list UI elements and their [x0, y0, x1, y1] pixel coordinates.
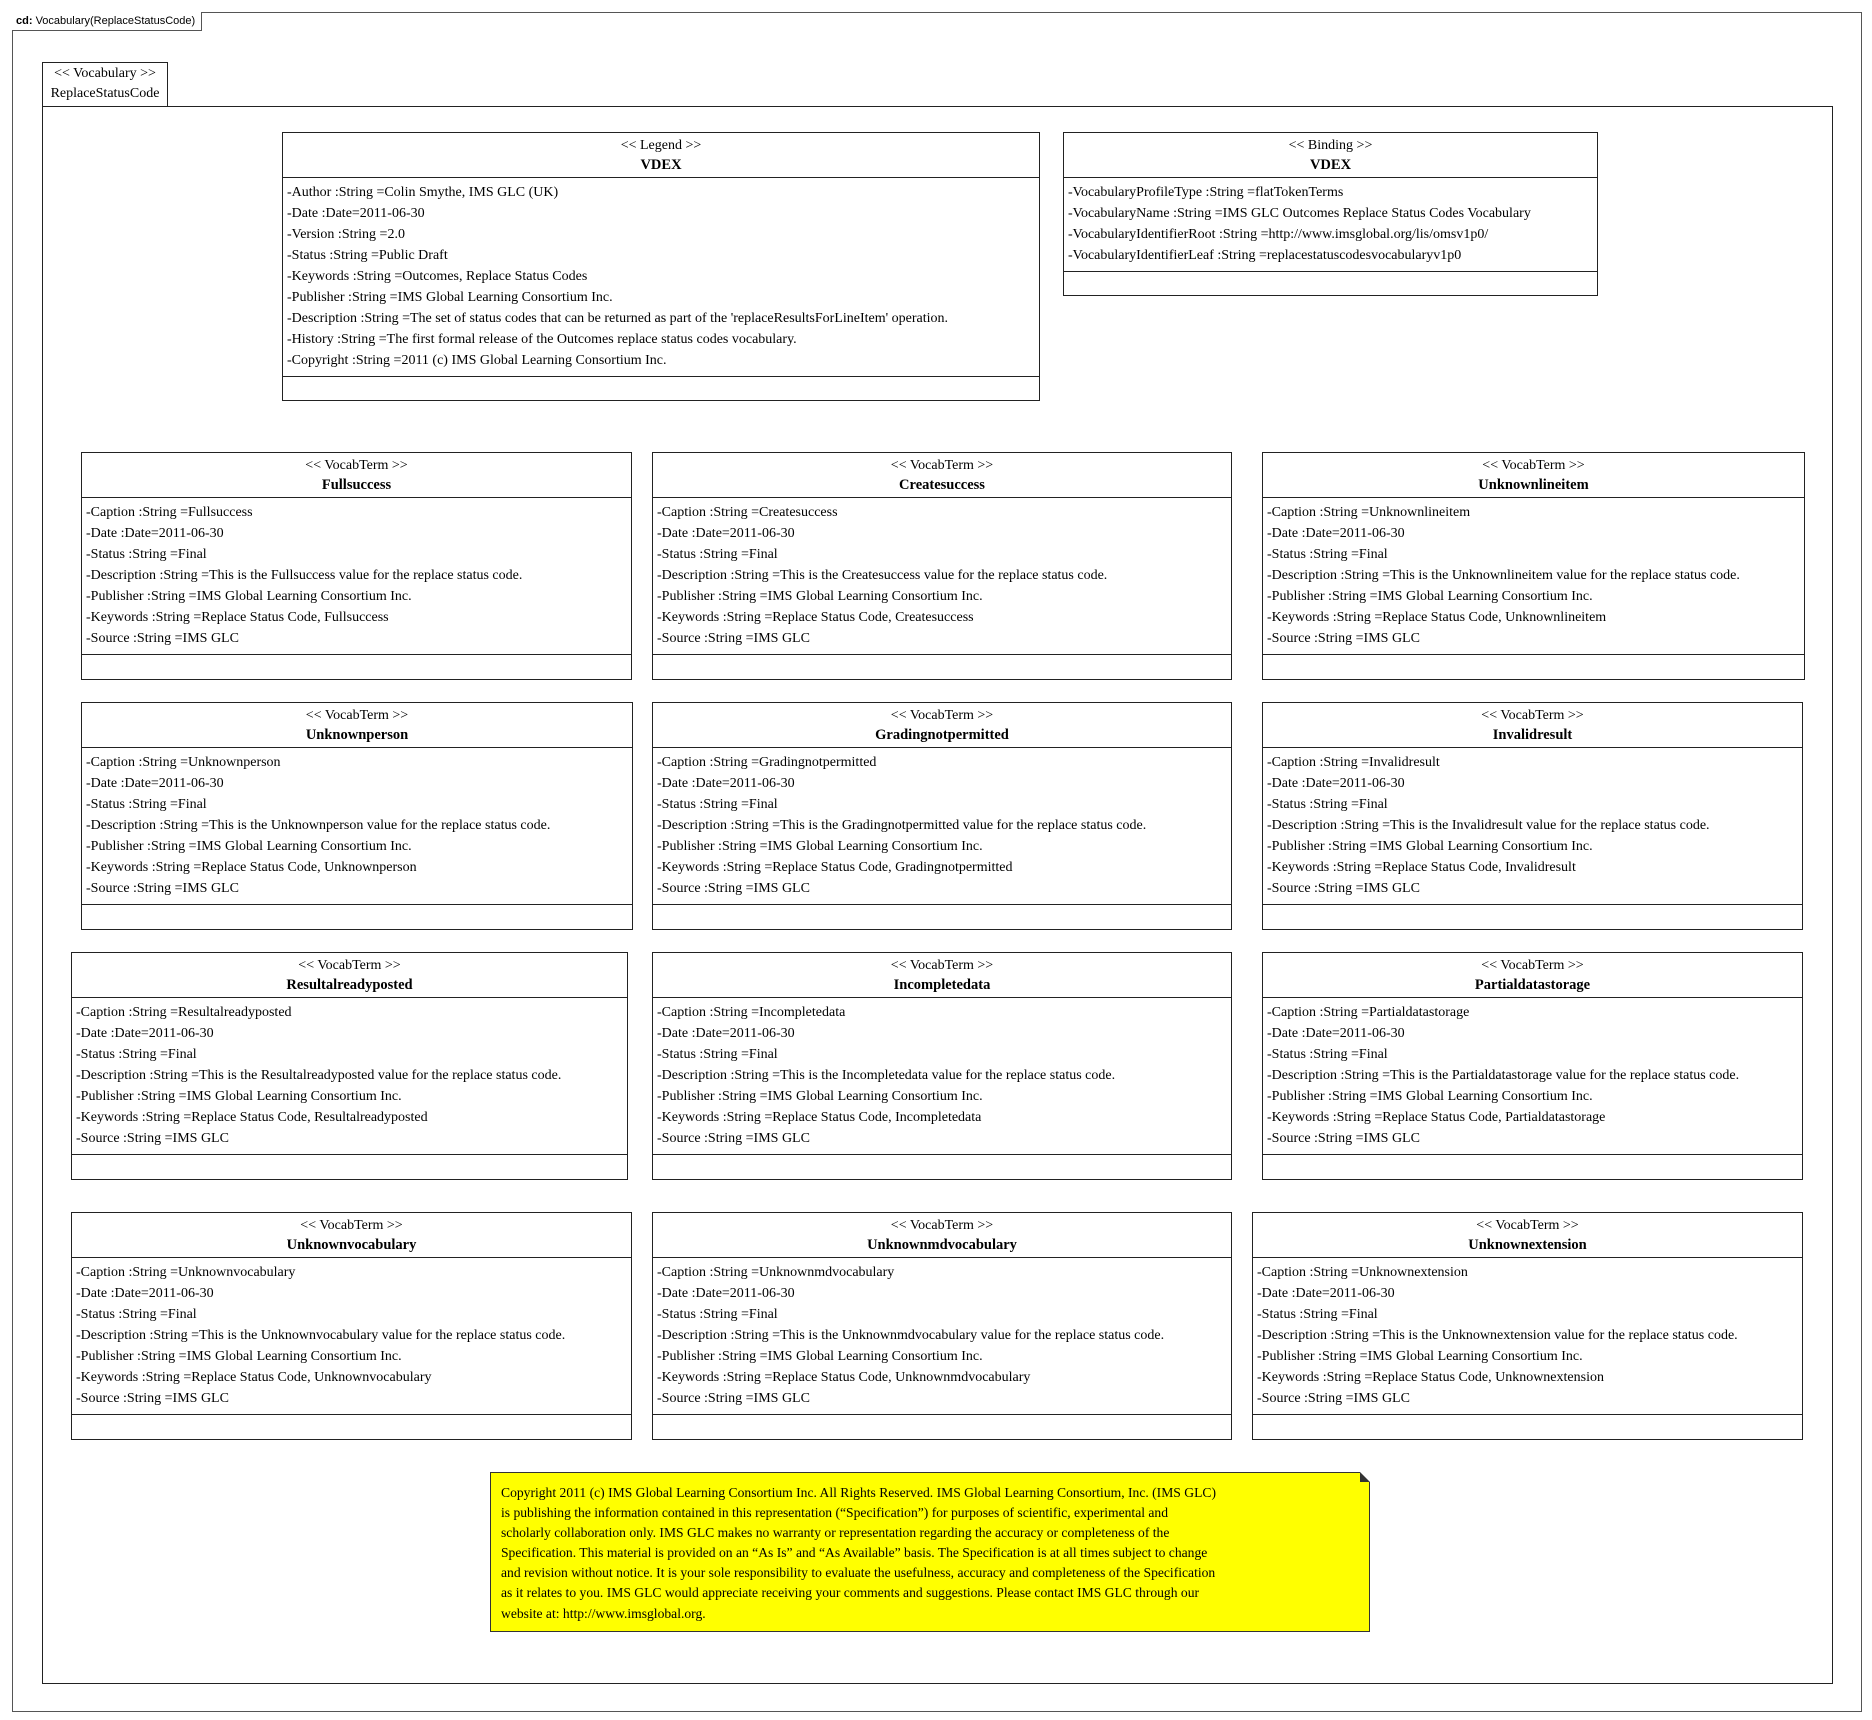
class-attribute: -Publisher :String =IMS Global Learning Consortium Inc.: [1257, 1349, 1583, 1364]
class-name: Unknownextension: [1468, 1237, 1587, 1253]
class-attribute: -VocabularyName :String =IMS GLC Outcomes Replace Status Codes Vocabulary: [1068, 206, 1531, 221]
class-attribute: -Status :String =Final: [657, 797, 778, 812]
class-attribute: -Source :String =IMS GLC: [86, 631, 239, 646]
class-stereotype: << Binding >>: [1288, 138, 1373, 153]
vocab-term-class[interactable]: [71, 1212, 632, 1440]
class-name: VDEX: [1309, 157, 1352, 173]
class-attribute: -Description :String =This is the Gradingnotpermitted value for the replace status code.: [657, 818, 1147, 833]
class-attribute: -Keywords :String =Replace Status Code, Unknownextension: [1257, 1370, 1604, 1385]
class-attributes: [283, 178, 1039, 377]
class-attribute: -Date :Date=2011-06-30: [1257, 1286, 1395, 1301]
class-attribute: -Date :Date=2011-06-30: [287, 206, 425, 221]
class-attribute: -Status :String =Public Draft: [287, 248, 448, 263]
class-header: [72, 953, 627, 998]
note-line: as it relates to you. IMS GLC would appreciate receiving your comments and suggestions. Please contact IMS GLC through our: [501, 1585, 1200, 1601]
class-name: Fullsuccess: [321, 477, 392, 493]
class-attribute: -Author :String =Colin Smythe, IMS GLC (UK): [287, 185, 559, 200]
class-attribute: -Status :String =Final: [1267, 547, 1388, 562]
class-attribute: -Source :String =IMS GLC: [1257, 1391, 1410, 1406]
class-attribute: -Source :String =IMS GLC: [86, 881, 239, 896]
class-attribute: -Description :String =The set of status codes that can be returned as part of the 'replaceResultsForLineItem' operation.: [287, 311, 949, 326]
class-name: Unknownvocabulary: [286, 1237, 417, 1253]
class-attribute: -Caption :String =Unknownmdvocabulary: [657, 1265, 895, 1280]
class-attribute: -Keywords :String =Replace Status Code, Invalidresult: [1267, 860, 1576, 875]
class-attribute: -Status :String =Final: [657, 1307, 778, 1322]
class-attribute: -Publisher :String =IMS Global Learning Consortium Inc.: [657, 1089, 983, 1104]
note-line: website at: http://www.imsglobal.org.: [501, 1605, 706, 1621]
frame-kind: cd:: [16, 15, 33, 27]
class-attribute: -Keywords :String =Replace Status Code, Resultalreadyposted: [76, 1110, 428, 1125]
class-attribute: -Keywords :String =Replace Status Code, Incompletedata: [657, 1110, 982, 1125]
class-operations: [1064, 272, 1597, 294]
class-attributes: [1253, 1258, 1802, 1415]
class-attribute: -Publisher :String =IMS Global Learning Consortium Inc.: [1267, 589, 1593, 604]
class-stereotype: << VocabTerm >>: [300, 1218, 403, 1233]
class-attribute: -Caption :String =Fullsuccess: [86, 505, 253, 520]
class-attribute: -Keywords :String =Replace Status Code, Partialdatastorage: [1267, 1110, 1606, 1125]
class-attribute: -Description :String =This is the Createsuccess value for the replace status code.: [657, 568, 1108, 583]
class-operations: [1263, 905, 1802, 927]
class-attribute: -Caption :String =Incompletedata: [657, 1005, 846, 1020]
class-attribute: -Date :Date=2011-06-30: [1267, 526, 1405, 541]
package-name: ReplaceStatusCode: [50, 86, 160, 101]
class-operations: [283, 377, 1039, 399]
class-attributes: [72, 1258, 631, 1415]
class-attribute: -Caption :String =Resultalreadyposted: [76, 1005, 292, 1020]
class-name: Unknownlineitem: [1478, 477, 1589, 493]
class-attributes: [1263, 748, 1802, 905]
class-attribute: -Publisher :String =IMS Global Learning Consortium Inc.: [657, 839, 983, 854]
class-attribute: -VocabularyProfileType :String =flatTokenTerms: [1068, 185, 1344, 200]
class-attribute: -Caption :String =Gradingnotpermitted: [657, 755, 877, 770]
class-operations: [1263, 1155, 1802, 1177]
class-attribute: -Publisher :String =IMS Global Learning Consortium Inc.: [86, 589, 412, 604]
vocab-term-class[interactable]: [81, 702, 633, 930]
class-operations: [1253, 1415, 1802, 1437]
class-attribute: -Keywords :String =Replace Status Code, Createsuccess: [657, 610, 974, 625]
class-header: [283, 133, 1039, 178]
package-tab: [42, 62, 168, 106]
class-attribute: -VocabularyIdentifierRoot :String =http://www.imsglobal.org/lis/omsv1p0/: [1068, 227, 1489, 242]
class-attribute: -Status :String =Final: [1267, 797, 1388, 812]
class-name: Invalidresult: [1492, 727, 1573, 743]
diagram-frame-tab: [12, 12, 202, 31]
class-attributes: [653, 748, 1231, 905]
class-operations: [72, 1415, 631, 1437]
class-attribute: -Source :String =IMS GLC: [1267, 631, 1420, 646]
class-attribute: -Status :String =Final: [1267, 1047, 1388, 1062]
class-attribute: -Keywords :String =Replace Status Code, Fullsuccess: [86, 610, 389, 625]
class-attribute: -History :String =The first formal release of the Outcomes replace status codes vocabulary.: [287, 332, 797, 347]
class-name: Gradingnotpermitted: [875, 727, 1009, 743]
class-operations: [653, 1155, 1231, 1177]
note-line: Specification. This material is provided on an “As Is” and “As Available” basis. The Specification is at all times subject to change: [501, 1545, 1208, 1561]
class-attribute: -Date :Date=2011-06-30: [657, 1026, 795, 1041]
class-attribute: -Description :String =This is the Unknownvocabulary value for the replace status code.: [76, 1328, 566, 1343]
class-attribute: -VocabularyIdentifierLeaf :String =replacestatuscodesvocabularyv1p0: [1068, 248, 1462, 263]
class-attribute: -Status :String =Final: [86, 547, 207, 562]
note-line: scholarly collaboration only. IMS GLC makes no warranty or representation regarding the accuracy or completeness of the: [501, 1525, 1170, 1541]
class-attribute: -Description :String =This is the Unknownperson value for the replace status code.: [86, 818, 551, 833]
class-attributes: [72, 998, 627, 1155]
class-header: [1263, 453, 1804, 498]
class-attribute: -Date :Date=2011-06-30: [86, 776, 224, 791]
class-attributes: [1263, 498, 1804, 655]
class-name: Partialdatastorage: [1474, 977, 1591, 993]
class-attribute: -Caption :String =Invalidresult: [1267, 755, 1440, 770]
class-header: [82, 453, 631, 498]
class-attribute: -Source :String =IMS GLC: [657, 881, 810, 896]
vocab-term-class[interactable]: [1252, 1212, 1803, 1440]
class-attribute: -Status :String =Final: [76, 1307, 197, 1322]
class-header: [82, 703, 632, 748]
class-header: [1263, 953, 1802, 998]
class-attribute: -Publisher :String =IMS Global Learning Consortium Inc.: [76, 1349, 402, 1364]
class-stereotype: << VocabTerm >>: [890, 708, 994, 723]
class-header: [653, 703, 1231, 748]
vocab-term-class[interactable]: [1262, 452, 1805, 680]
vocab-term-class[interactable]: [652, 952, 1232, 1180]
class-name: Unknownperson: [305, 727, 409, 743]
class-stereotype: << Legend >>: [620, 138, 702, 153]
class-stereotype: << VocabTerm >>: [1476, 1218, 1579, 1233]
class-stereotype: << VocabTerm >>: [298, 958, 401, 973]
class-attribute: -Caption :String =Unknownperson: [86, 755, 281, 770]
class-attribute: -Status :String =Final: [657, 1047, 778, 1062]
class-header: [1253, 1213, 1802, 1258]
class-attribute: -Caption :String =Unknownvocabulary: [76, 1265, 296, 1280]
note-line: is publishing the information contained in this representation (“Specification”) for purposes of scientific, experimental and: [501, 1505, 1169, 1521]
class-attribute: -Description :String =This is the Fullsuccess value for the replace status code.: [86, 568, 523, 583]
class-attribute: -Date :Date=2011-06-30: [76, 1026, 214, 1041]
class-stereotype: << VocabTerm >>: [305, 708, 409, 723]
class-attribute: -Date :Date=2011-06-30: [86, 526, 224, 541]
class-attribute: -Status :String =Final: [657, 547, 778, 562]
class-attribute: -Keywords :String =Outcomes, Replace Status Codes: [287, 269, 588, 284]
class-attribute: -Description :String =This is the Resultalreadyposted value for the replace status code.: [76, 1068, 562, 1083]
class-attribute: -Status :String =Final: [76, 1047, 197, 1062]
class-attributes: [653, 998, 1231, 1155]
vocab-term-class[interactable]: [652, 1212, 1232, 1440]
binding-class[interactable]: [1063, 132, 1598, 296]
class-attribute: -Source :String =IMS GLC: [76, 1131, 229, 1146]
class-attributes: [82, 748, 632, 905]
note-corner-fold: [1360, 1472, 1370, 1482]
class-attribute: -Date :Date=2011-06-30: [1267, 776, 1405, 791]
copyright-note[interactable]: [490, 1472, 1370, 1632]
class-attribute: -Date :Date=2011-06-30: [76, 1286, 214, 1301]
class-attributes: [1263, 998, 1802, 1155]
class-attribute: -Description :String =This is the Unknownmdvocabulary value for the replace status code.: [657, 1328, 1165, 1343]
class-attribute: -Description :String =This is the Incompletedata value for the replace status code.: [657, 1068, 1116, 1083]
class-operations: [1263, 655, 1804, 677]
class-attribute: -Caption :String =Partialdatastorage: [1267, 1005, 1470, 1020]
class-attribute: -Publisher :String =IMS Global Learning Consortium Inc.: [657, 1349, 983, 1364]
class-attribute: -Status :String =Final: [86, 797, 207, 812]
class-stereotype: << VocabTerm >>: [890, 1218, 994, 1233]
class-attribute: -Status :String =Final: [1257, 1307, 1378, 1322]
class-stereotype: << VocabTerm >>: [890, 458, 994, 473]
class-header: [72, 1213, 631, 1258]
class-operations: [72, 1155, 627, 1177]
note-line: and revision without notice. It is your sole responsibility to evaluate the usefulness, accuracy and completeness of the Specification: [501, 1565, 1216, 1581]
class-attributes: [653, 498, 1231, 655]
class-attribute: -Source :String =IMS GLC: [657, 1391, 810, 1406]
vocab-term-class[interactable]: [652, 452, 1232, 680]
class-operations: [653, 655, 1231, 677]
class-attributes: [82, 498, 631, 655]
class-header: [653, 953, 1231, 998]
class-attribute: -Keywords :String =Replace Status Code, Gradingnotpermitted: [657, 860, 1013, 875]
class-name: Unknownmdvocabulary: [867, 1237, 1017, 1253]
class-attribute: -Source :String =IMS GLC: [1267, 881, 1420, 896]
class-attribute: -Publisher :String =IMS Global Learning Consortium Inc.: [1267, 1089, 1593, 1104]
class-attribute: -Date :Date=2011-06-30: [657, 526, 795, 541]
class-attribute: -Publisher :String =IMS Global Learning Consortium Inc.: [86, 839, 412, 854]
class-name: Createsuccess: [899, 477, 985, 493]
class-attribute: -Keywords :String =Replace Status Code, Unknownvocabulary: [76, 1370, 432, 1385]
class-name: Incompletedata: [893, 977, 991, 993]
class-header: [1263, 703, 1802, 748]
vocab-term-class[interactable]: [1262, 952, 1803, 1180]
class-attribute: -Source :String =IMS GLC: [657, 631, 810, 646]
class-attribute: -Date :Date=2011-06-30: [1267, 1026, 1405, 1041]
class-header: [1064, 133, 1597, 178]
class-attribute: -Caption :String =Unknownextension: [1257, 1265, 1468, 1280]
class-attribute: -Description :String =This is the Invalidresult value for the replace status code.: [1267, 818, 1710, 833]
class-attribute: -Copyright :String =2011 (c) IMS Global Learning Consortium Inc.: [287, 353, 667, 368]
vocab-term-class[interactable]: [71, 952, 628, 1180]
class-name: Resultalreadyposted: [286, 977, 413, 993]
class-attribute: -Date :Date=2011-06-30: [657, 1286, 795, 1301]
vocab-term-class[interactable]: [1262, 702, 1803, 930]
class-attribute: -Description :String =This is the Unknownlineitem value for the replace status code.: [1267, 568, 1740, 583]
class-attribute: -Description :String =This is the Unknownextension value for the replace status code.: [1257, 1328, 1738, 1343]
class-stereotype: << VocabTerm >>: [1481, 708, 1584, 723]
class-attribute: -Source :String =IMS GLC: [657, 1131, 810, 1146]
class-attribute: -Keywords :String =Replace Status Code, Unknownmdvocabulary: [657, 1370, 1031, 1385]
class-attribute: -Keywords :String =Replace Status Code, Unknownlineitem: [1267, 610, 1607, 625]
class-attributes: [653, 1258, 1231, 1415]
class-header: [653, 1213, 1231, 1258]
class-operations: [82, 905, 632, 927]
vocab-term-class[interactable]: [81, 452, 632, 680]
class-attribute: -Caption :String =Createsuccess: [657, 505, 838, 520]
class-attribute: -Publisher :String =IMS Global Learning Consortium Inc.: [1267, 839, 1593, 854]
class-attribute: -Source :String =IMS GLC: [76, 1391, 229, 1406]
class-attribute: -Caption :String =Unknownlineitem: [1267, 505, 1471, 520]
class-attribute: -Source :String =IMS GLC: [1267, 1131, 1420, 1146]
class-attribute: -Keywords :String =Replace Status Code, Unknownperson: [86, 860, 417, 875]
package-stereotype: << Vocabulary >>: [54, 66, 156, 81]
class-attributes: [1064, 178, 1597, 272]
class-stereotype: << VocabTerm >>: [890, 958, 994, 973]
class-operations: [653, 1415, 1231, 1437]
class-attribute: -Publisher :String =IMS Global Learning Consortium Inc.: [657, 589, 983, 604]
class-stereotype: << VocabTerm >>: [305, 458, 408, 473]
class-attribute: -Publisher :String =IMS Global Learning Consortium Inc.: [76, 1089, 402, 1104]
class-attribute: -Publisher :String =IMS Global Learning Consortium Inc.: [287, 290, 613, 305]
legend-class[interactable]: [282, 132, 1040, 401]
note-line: Copyright 2011 (c) IMS Global Learning Consortium Inc. All Rights Reserved. IMS Global Learning Consortium, Inc. (IMS GLC): [501, 1485, 1216, 1500]
frame-title: Vocabulary(ReplaceStatusCode): [35, 15, 196, 27]
class-attribute: -Date :Date=2011-06-30: [657, 776, 795, 791]
vocab-term-class[interactable]: [652, 702, 1232, 930]
class-operations: [653, 905, 1231, 927]
class-name: VDEX: [640, 157, 682, 173]
class-attribute: -Version :String =2.0: [287, 227, 405, 242]
class-stereotype: << VocabTerm >>: [1482, 458, 1585, 473]
class-stereotype: << VocabTerm >>: [1481, 958, 1584, 973]
class-header: [653, 453, 1231, 498]
class-attribute: -Description :String =This is the Partialdatastorage value for the replace status code.: [1267, 1068, 1740, 1083]
class-operations: [82, 655, 631, 677]
